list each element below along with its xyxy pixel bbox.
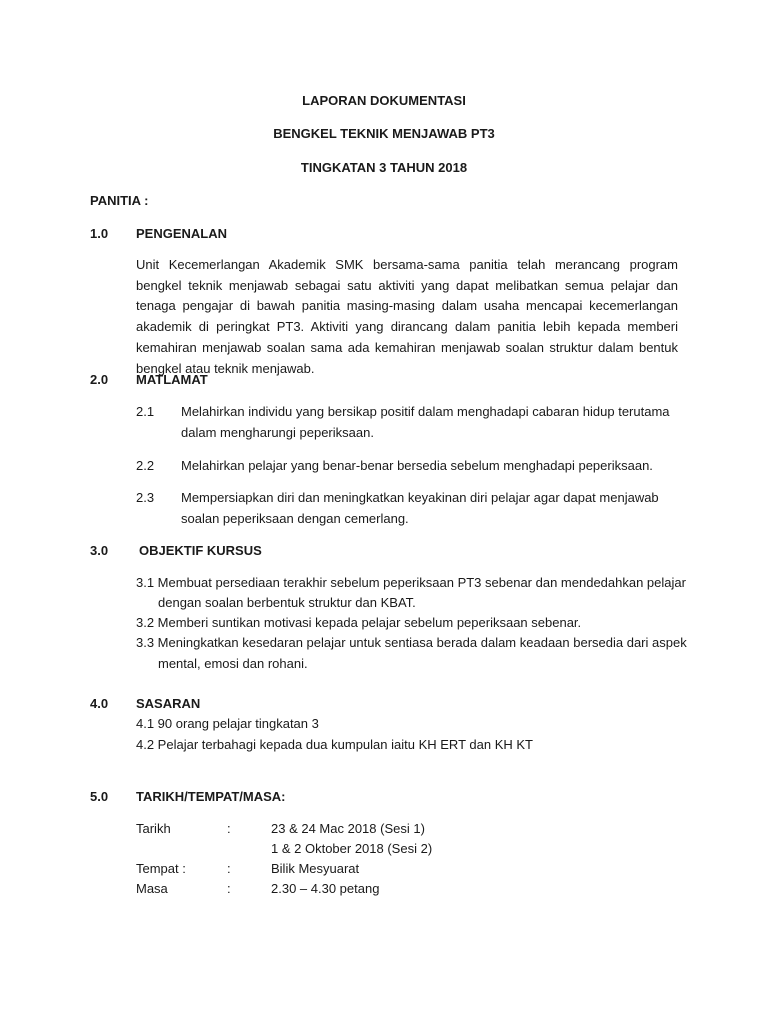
- schedule-value: 23 & 24 Mac 2018 (Sesi 1): [271, 821, 425, 836]
- goal-item-text: Mempersiapkan diri dan meningkatkan keyakinan diri pelajar agar dapat menjawab: [181, 490, 659, 505]
- section-1-body: Unit Kecemerlangan Akademik SMK bersama-sama panitia telah merancang program bengkel teknik menjawab sebagai satu aktiviti yang dapat melibatkan semua pelajar dan tenaga pengajar di bawah panitia masing-masing dalam usaha mencapai kecemerlangan akademik di peringkat PT3. Aktiviti yang dirancang dalam panitia lebih kepada memberi kemahiran menjawab soalan sama ada kemahiran menjawab soalan struktur dalam bentuk bengkel atau teknik menjawab.: [136, 257, 678, 376]
- section-3-number: 3.0: [90, 543, 109, 558]
- document-title: LAPORAN DOKUMENTASI: [302, 93, 466, 108]
- schedule-label: Masa: [136, 881, 168, 896]
- objective-item-text: 3.1 Membuat persediaan terakhir sebelum peperiksaan PT3 sebenar dan mendedahkan pelajar: [136, 575, 686, 590]
- schedule-colon: :: [227, 861, 231, 876]
- goal-item-number: 2.3: [136, 490, 155, 505]
- section-2-heading: MATLAMAT: [136, 372, 208, 387]
- objective-item-text-cont: mental, emosi dan rohani.: [158, 656, 308, 671]
- section-1-heading: PENGENALAN: [136, 226, 228, 241]
- panitia-label: PANITIA :: [90, 193, 149, 208]
- section-1-number: 1.0: [90, 226, 109, 241]
- section-2-number: 2.0: [90, 372, 109, 387]
- objective-item-text: 3.2 Memberi suntikan motivasi kepada pelajar sebelum peperiksaan sebenar.: [136, 615, 582, 630]
- objective-item-text: 3.3 Meningkatkan kesedaran pelajar untuk sentiasa berada dalam keadaan bersedia dari aspek: [136, 635, 687, 650]
- schedule-colon: :: [227, 821, 231, 836]
- schedule-value: 2.30 – 4.30 petang: [271, 881, 380, 896]
- goal-item-text-cont: dalam mengharungi peperiksaan.: [181, 425, 374, 440]
- schedule-colon: :: [227, 881, 231, 896]
- document-subtitle-2: TINGKATAN 3 TAHUN 2018: [300, 160, 468, 175]
- section-5-number: 5.0: [90, 789, 109, 804]
- section-3-heading: OBJEKTIF KURSUS: [139, 543, 262, 558]
- target-item: 4.2 Pelajar terbahagi kepada dua kumpulan iaitu KH ERT dan KH KT: [136, 737, 533, 752]
- goal-item-text-cont: soalan peperiksaan dengan cemerlang.: [181, 511, 409, 526]
- section-4-number: 4.0: [90, 696, 109, 711]
- goal-item-number: 2.1: [136, 404, 155, 419]
- section-4-heading: SASARAN: [136, 696, 201, 711]
- section-5-heading: TARIKH/TEMPAT/MASA:: [136, 789, 286, 804]
- goal-item-text: Melahirkan pelajar yang benar-benar bersedia sebelum menghadapi peperiksaan.: [181, 458, 653, 473]
- schedule-label: Tempat :: [136, 861, 186, 876]
- document-subtitle: BENGKEL TEKNIK MENJAWAB PT3: [273, 126, 495, 141]
- schedule-label: Tarikh: [136, 821, 171, 836]
- schedule-value: 1 & 2 Oktober 2018 (Sesi 2): [271, 841, 433, 856]
- goal-item-text: Melahirkan individu yang bersikap positif dalam menghadapi cabaran hidup terutama: [181, 404, 670, 419]
- objective-item-text-cont: dengan soalan berbentuk struktur dan KBAT.: [158, 595, 416, 610]
- schedule-value: Bilik Mesyuarat: [271, 861, 360, 876]
- goal-item-number: 2.2: [136, 458, 155, 473]
- target-item: 4.1 90 orang pelajar tingkatan 3: [136, 716, 319, 731]
